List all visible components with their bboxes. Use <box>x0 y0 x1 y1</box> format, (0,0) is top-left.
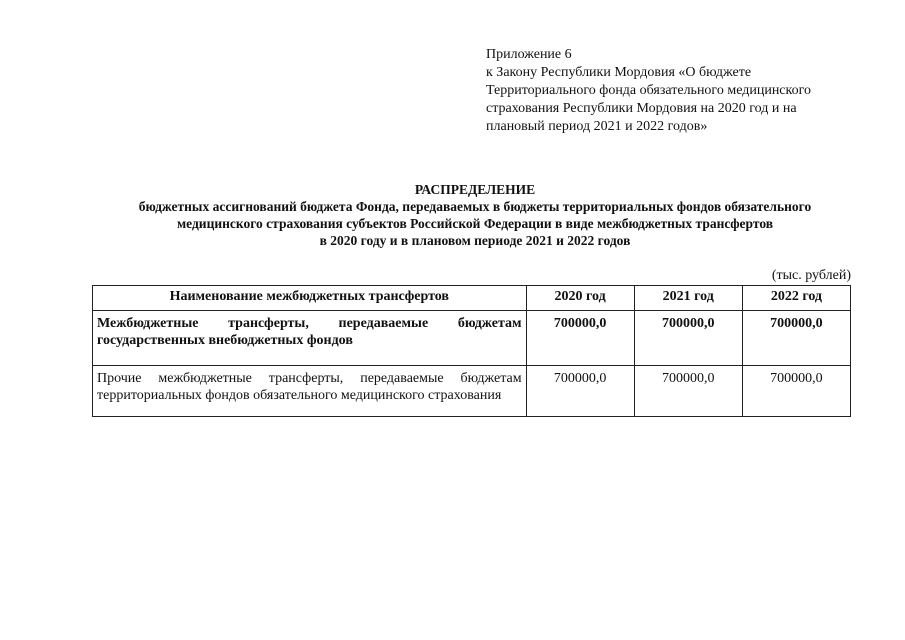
title-heading: РАСПРЕДЕЛЕНИЕ <box>414 182 536 197</box>
appendix-line: к Закону Республики Мордовия «О бюджете <box>486 65 752 80</box>
column-header-2020: 2020 год <box>526 286 634 311</box>
row-name: Межбюджетные трансферты, передаваемые бюджетам государственных внебюджетных фондов <box>93 311 527 366</box>
value-2021: 700000,0 <box>634 366 742 417</box>
appendix-line: Территориального фонда обязательного медицинского <box>486 83 812 98</box>
value-2022: 700000,0 <box>742 366 850 417</box>
title-line: медицинского страхования субъектов Российской Федерации в виде межбюджетных трансфертов <box>176 216 774 231</box>
transfers-table <box>92 285 851 417</box>
document-title <box>60 181 890 249</box>
units-label: (тыс. рублей) <box>771 268 851 283</box>
table-header-row <box>93 286 851 311</box>
appendix-number: Приложение 6 <box>486 47 572 62</box>
column-header-name: Наименование межбюджетных трансфертов <box>93 286 527 311</box>
appendix-line: страхования Республики Мордовия на 2020 год и на <box>486 101 797 116</box>
value-2020: 700000,0 <box>526 311 634 366</box>
value-2020: 700000,0 <box>526 366 634 417</box>
value-2021: 700000,0 <box>634 311 742 366</box>
table-row <box>93 311 851 366</box>
title-line: бюджетных ассигнований бюджета Фонда, передаваемых в бюджеты территориальных фондов обязательного <box>138 199 812 214</box>
value-2022: 700000,0 <box>742 311 850 366</box>
column-header-2021: 2021 год <box>634 286 742 311</box>
appendix-reference <box>486 46 866 136</box>
column-header-2022: 2022 год <box>742 286 850 311</box>
appendix-line: плановый период 2021 и 2022 годов» <box>486 119 708 134</box>
row-name: Прочие межбюджетные трансферты, передаваемые бюджетам территориальных фондов обязательного медицинского страхования <box>93 366 527 417</box>
table-row <box>93 366 851 417</box>
title-line: в 2020 году и в плановом периоде 2021 и 2022 годов <box>319 233 631 248</box>
